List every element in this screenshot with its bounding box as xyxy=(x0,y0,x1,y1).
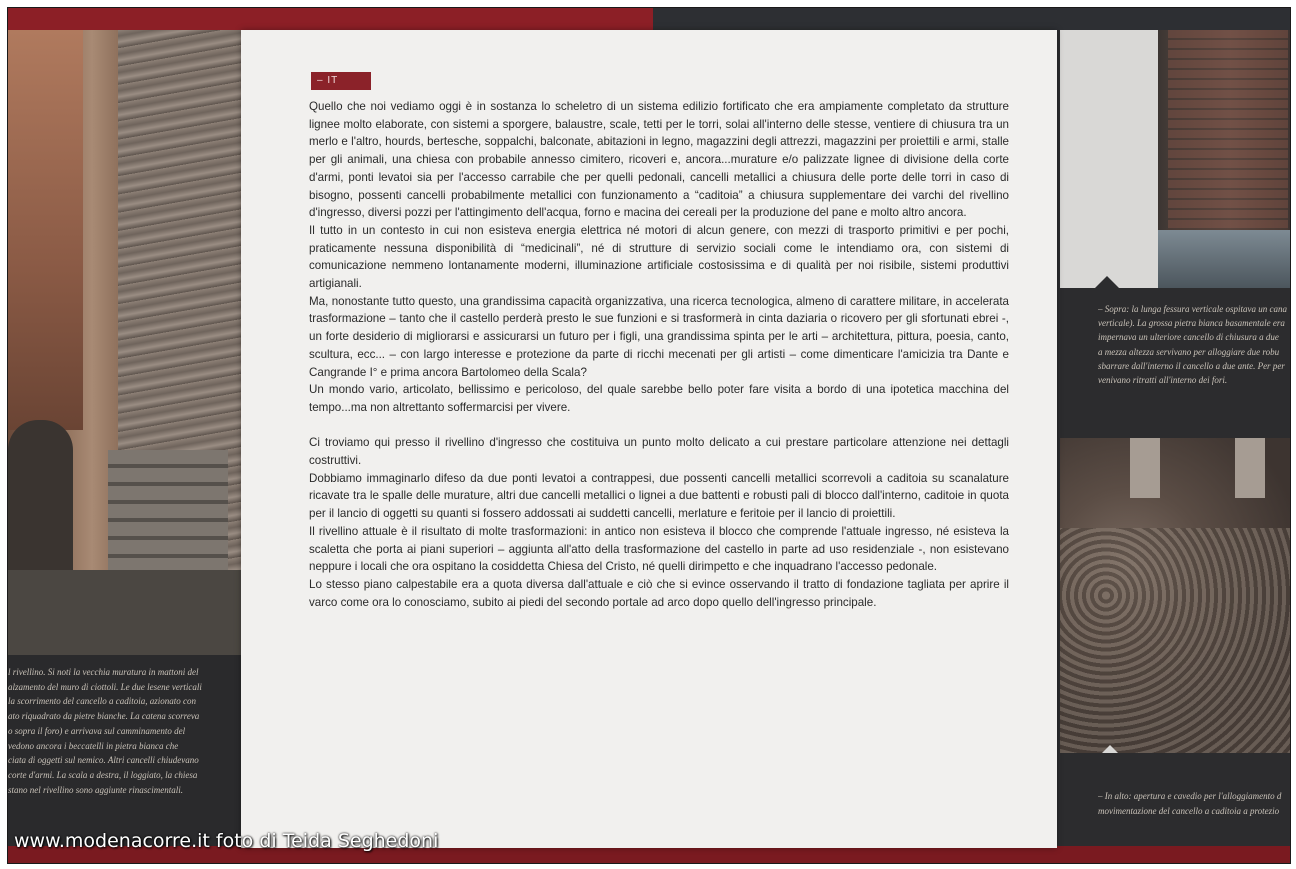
caption-line: – In alto: apertura e cavedio per l'alloggiamento d xyxy=(1098,791,1282,801)
paragraph: Dobbiamo immaginarlo difeso da due ponti levatoi a contrappesi, due possenti cancelli metallici scorrevoli a caditoia su scanalature ricavate tra le spalle delle murature, altri due cancelli metallici o lignei a due battenti e robusti pali di blocco dall'interno, caditoie in quota per il lancio di oggetti su quanti si fossero addossati ai suddetti cancelli, merlature e feritoie per il lancio di proiettili. xyxy=(309,471,1009,521)
caption-line: verticale). La grossa pietra bianca basamentale era xyxy=(1098,318,1285,329)
paragraph: Un mondo vario, articolato, bellissimo e pericoloso, del quale sarebbe bello poter fare visita a bordo di una ipotetica macchina del tempo...ma non altrettanto soffermarcisi per vivere. xyxy=(309,383,1009,414)
left-caption-box xyxy=(8,655,248,846)
pointer-up-icon xyxy=(1095,276,1119,288)
caption-line: ciata di oggetti sul nemico. Altri cancelli chiudevano xyxy=(8,755,199,766)
right-caption-bottom xyxy=(1098,789,1291,819)
right-caption-top xyxy=(1098,302,1291,387)
ground-shape xyxy=(8,570,248,655)
right-caption-box-top xyxy=(1060,288,1290,438)
caption-line: ato riquadrato da pietre bianche. La catena scorreva xyxy=(8,711,200,722)
right-top-photo xyxy=(1158,30,1290,288)
top-dark-band xyxy=(653,8,1290,30)
stone-wall-shape xyxy=(1060,528,1290,753)
floor-shape xyxy=(1158,230,1290,288)
paragraph: Ci troviamo qui presso il rivellino d'ingresso che costituiva un punto molto delicato a cui prestare particolare attenzione nei dettagli costruttivi. xyxy=(309,436,1009,468)
photo-watermark: www.modenacorre.it foto di Teida Seghedoni xyxy=(14,830,439,852)
caption-line: movimentazione del cancello a caditoia a protezio xyxy=(1098,806,1280,816)
pointer-up-small-icon xyxy=(1102,745,1118,753)
text-panel xyxy=(241,30,1057,848)
caption-line: o sopra il foro) e arrivava sul camminamento del xyxy=(8,725,186,736)
caption-line: a mezza altezza servivano per alloggiare due robu xyxy=(1098,346,1280,357)
left-caption xyxy=(8,665,218,797)
caption-line: vedono ancora i beccatelli in pietra bianca che xyxy=(8,740,179,751)
right-mid-photo xyxy=(1060,438,1290,753)
caption-line: alzamento del muro di ciottoli. Le due lesene verticali xyxy=(8,681,202,692)
exhibition-panel-photo xyxy=(7,7,1291,864)
grey-band xyxy=(1060,30,1158,288)
paragraph: Il tutto in un contesto in cui non esisteva energia elettrica né motori di alcun genere, con mezzi di trasporto primitivi e per pochi, praticamente nessuna disponibilità di “medicinali”, né di strutture di servizio sociali come le intendiamo ora, con sistemi di comunicazione nemmeno lontanamente moderni, illuminazione artificiale costosissima e di qualità per noi risibile, sistemi produttivi artigianali. xyxy=(309,223,1009,291)
paragraph: Ma, nonostante tutto questo, una grandissima capacità organizzativa, una ricerca tecnologica, almeno di carattere militare, in accelerata trasformazione – tanto che il castello perderà presto le sue funzioni e si trasformerà in cinta daziaria o ricovero per gli sfortunati ebrei -, un forte desiderio di migliorarsi e assicurarsi un futuro per i figli, una grandissima spinta per le arti – architettura, pittura, poesia, canto, scultura, ecc... – con largo interesse e protezione da parte di ricchi mecenati per gli artisti – come dimenticare l'amicizia tra Dante e Cangrande I° e prima ancora Bartolomeo della Scala? xyxy=(309,294,1009,379)
language-tag: – IT xyxy=(311,72,371,90)
caption-line: sbarrare dall'interno il cancello a due ante. Per per xyxy=(1098,360,1285,371)
caption-line: corte d'armi. La scala a destra, il loggiato, la chiesa xyxy=(8,769,198,780)
paragraph: Il rivellino attuale è il risultato di molte trasformazioni: in antico non esisteva il blocco che comprende l'attuale ingresso, né esisteva la scaletta che porta ai piani superiori – aggiunta all'atto della trasformazione del castello in parte ad uso residenziale -, non esistevano neppure i locali che ora ospitano la cosiddetta Chiesa del Cristo, né quelli dirimpetto e che inquadrano l'accesso pedonale. xyxy=(309,524,1009,574)
caption-line: – Sopra: la lunga fessura verticale ospitava un cana xyxy=(1098,304,1287,314)
pillar-shape xyxy=(1235,438,1265,498)
caption-line: la scorrimento del cancello a caditoia, azionato con xyxy=(8,696,196,707)
pillar-shape xyxy=(1130,438,1160,498)
caption-line: stano nel rivellino sono aggiunte rinascimentali. xyxy=(8,784,183,795)
tower-shape xyxy=(8,30,83,430)
top-red-band xyxy=(8,8,653,30)
paragraph: Lo stesso piano calpestabile era a quota diversa dall'attuale e ciò che si evince osservando il tratto di fondazione tagliata per aprire il varco come ora lo conosciamo, subito ai piedi del secondo portale ad arco dopo quello dell'ingresso principale. xyxy=(309,577,1009,609)
paragraph: Quello che noi vediamo oggi è in sostanza lo scheletro di un sistema edilizio fortificato che era ampiamente completato da strutture lignee molto elaborate, con sistemi a sporgere, balaustre, scale, tetti per le torri, solai all'interno delle stesse, ventiere di chiusura tra un merlo e l'altro, hourds, bertesche, soppalchi, balconate, abitazioni in legno, magazzini degli attrezzi, magazzini per proiettili e armi, stalle per gli animali, una chiesa con probabile annesso cimitero, ricoveri e, ancora...murature e/o palizzate lignee di divisione della corte d'armi, ponti levatoi sia per l'accesso carrabile che per quelli pedonali, cancelli metallici a chiusura delle porte delle torri in caso di bisogno, possenti cancelli probabilmente metallici con funzionamento a “caditoia” a chiusura supplementare dei varchi del rivellino d'ingresso, diversi pozzi per l'attingimento dell'acqua, forno e macina dei cereali per la produzione del pane e molto altro ancora. xyxy=(309,100,1009,220)
caption-line: l rivellino. Si noti la vecchia muratura in mattoni del xyxy=(8,667,199,677)
caption-line: venivano ritratti all'interno dei fori. xyxy=(1098,375,1228,386)
paragraph-gap xyxy=(309,417,1009,435)
caption-line: impernava un ulteriore cancello di chiusura a due xyxy=(1098,332,1279,343)
brick-wall-shape xyxy=(1168,30,1288,230)
left-castle-photo xyxy=(8,30,248,655)
right-caption-box-bottom xyxy=(1060,753,1290,846)
panel-body-text xyxy=(309,98,1009,611)
